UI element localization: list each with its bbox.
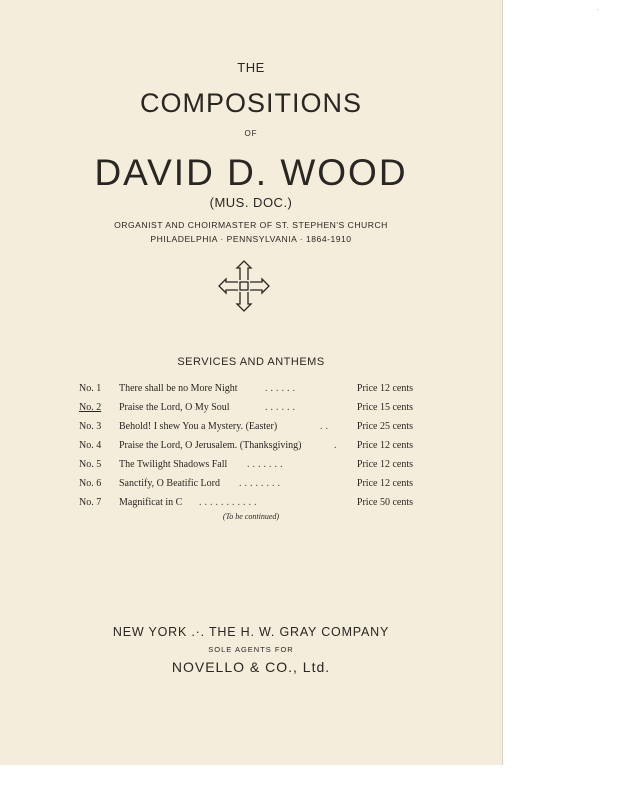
- composer-name: DAVID D. WOOD: [94, 152, 408, 193]
- edge-mark: ': [597, 8, 599, 16]
- item-title: Sanctify, O Beatific Lord: [119, 478, 220, 489]
- list-item: [79, 440, 413, 456]
- continued-note: (To be continued): [222, 512, 280, 521]
- item-price: Price 12 cents: [356, 440, 413, 451]
- composer-position: ORGANIST AND CHOIRMASTER OF ST. STEPHEN'S CHURCH: [114, 220, 388, 230]
- item-number: No. 6: [79, 478, 102, 489]
- list-item: [79, 383, 413, 399]
- leader-dots: ...........: [199, 497, 260, 508]
- leader-dots: ......: [265, 383, 298, 394]
- item-price: Price 12 cents: [356, 478, 413, 489]
- item-title: Praise the Lord, O My Soul: [119, 402, 230, 413]
- section-title: SERVICES AND ANTHEMS: [177, 356, 325, 368]
- item-title: Praise the Lord, O Jerusalem. (Thanksgiving): [119, 440, 302, 451]
- publisher-line: NEW YORK .·. THE H. W. GRAY COMPANY: [112, 625, 390, 639]
- item-title: Behold! I shew You a Mystery. (Easter): [119, 421, 278, 432]
- item-number: No. 1: [79, 383, 102, 394]
- leader-dots: ..: [320, 421, 331, 432]
- item-price: Price 50 cents: [356, 497, 413, 508]
- item-title: There shall be no More Night: [119, 383, 238, 394]
- list-item: [79, 421, 413, 437]
- list-item: [79, 459, 413, 475]
- leader-dots: ........: [239, 478, 283, 489]
- list-item: [79, 402, 413, 418]
- sole-agents-line: SOLE AGENTS FOR: [208, 645, 294, 654]
- leader-dots: ......: [265, 402, 298, 413]
- leader-dots: .......: [247, 459, 286, 470]
- header-compositions: COMPOSITIONS: [139, 88, 362, 118]
- item-title: The Twilight Shadows Fall: [119, 459, 228, 470]
- item-number: No. 4: [79, 440, 102, 451]
- cross-icon: [218, 260, 270, 312]
- item-price: Price 15 cents: [356, 402, 413, 413]
- list-item: [79, 478, 413, 494]
- header-the: THE: [237, 60, 265, 75]
- item-number: No. 3: [79, 421, 102, 432]
- list-item: [79, 497, 413, 513]
- item-number: No. 7: [79, 497, 102, 508]
- item-price: Price 12 cents: [356, 459, 413, 470]
- composer-location: PHILADELPHIA · PENNSYLVANIA · 1864-1910: [150, 234, 352, 244]
- item-price: Price 25 cents: [356, 421, 413, 432]
- item-price: Price 12 cents: [356, 383, 413, 394]
- header-of: OF: [244, 129, 258, 138]
- item-title: Magnificat in C: [119, 497, 183, 508]
- composer-degree: (MUS. DOC.): [209, 195, 293, 210]
- item-number: No. 2: [79, 402, 102, 413]
- agent-name: NOVELLO & CO., Ltd.: [171, 659, 331, 675]
- leader-dots: .: [334, 440, 340, 451]
- item-number: No. 5: [79, 459, 102, 470]
